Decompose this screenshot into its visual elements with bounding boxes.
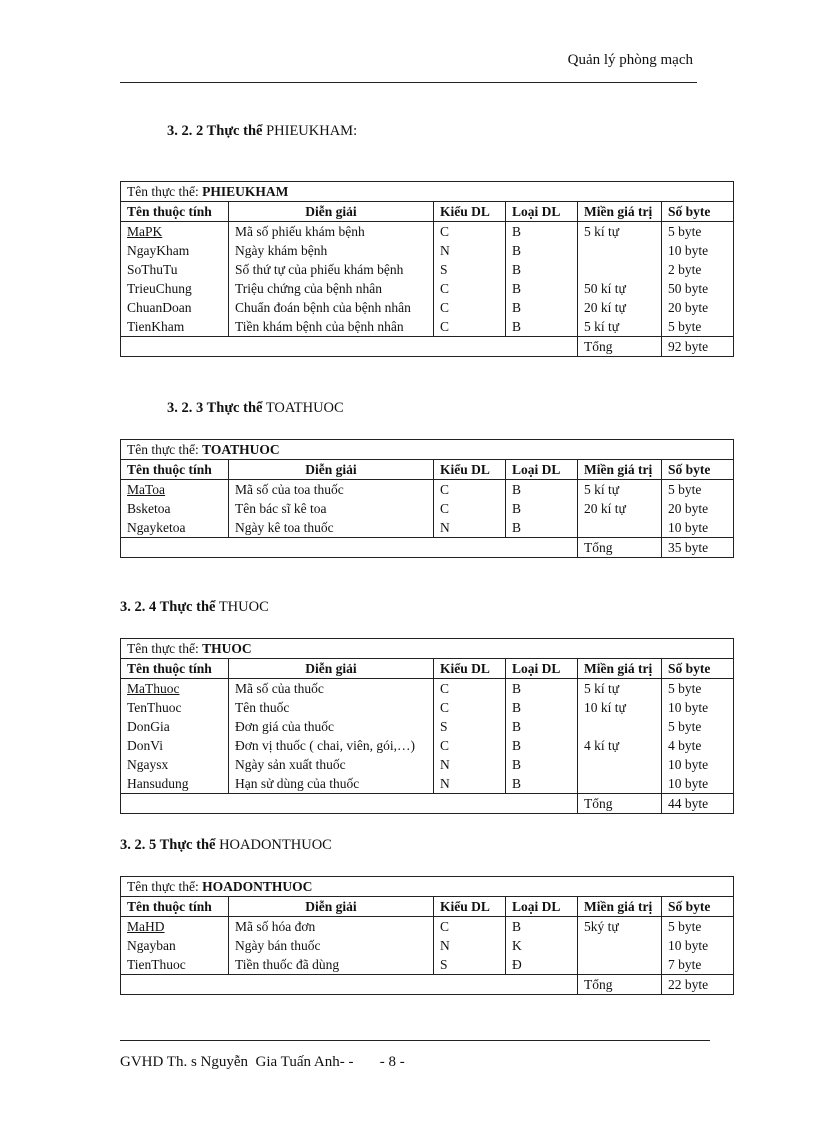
table-cell: Tên thuốc: [229, 698, 434, 717]
section-entity-name: THUOC: [218, 599, 269, 615]
table-cell: S: [434, 260, 506, 279]
table-cell: MaThuoc: [121, 679, 229, 699]
column-header: Miền giá trị: [578, 460, 662, 480]
table-cell: 7 byte: [662, 955, 734, 975]
table-cell: B: [506, 499, 578, 518]
table-cell: Triệu chứng của bệnh nhân: [229, 279, 434, 298]
table-cell: Bsketoa: [121, 499, 229, 518]
table-row: [121, 298, 734, 317]
table-cell: DonVi: [121, 736, 229, 755]
entity-name-cell: [121, 877, 734, 897]
table-row: [121, 717, 734, 736]
table-cell: B: [506, 260, 578, 279]
section-heading-phieukham: [167, 123, 357, 140]
table-row: [121, 736, 734, 755]
table-cell: C: [434, 698, 506, 717]
entity-table-phieukham: [120, 181, 734, 357]
table-cell: TenThuoc: [121, 698, 229, 717]
table-cell: B: [506, 518, 578, 538]
table-cell: 20 kí tự: [578, 298, 662, 317]
entity-name-label: Tên thực thể:: [127, 184, 199, 199]
column-header: Diễn giải: [229, 202, 434, 222]
total-label: Tổng: [578, 794, 662, 814]
total-blank-cell: [121, 538, 578, 558]
header-rule: [120, 82, 697, 83]
table-cell: B: [506, 917, 578, 937]
column-header: Kiểu DL: [434, 897, 506, 917]
table-cell: 5 byte: [662, 679, 734, 699]
table-cell: 5 byte: [662, 480, 734, 500]
table-cell: N: [434, 774, 506, 794]
table-cell: Ngayketoa: [121, 518, 229, 538]
table-cell: [578, 260, 662, 279]
table-cell: Mã số hóa đơn: [229, 917, 434, 937]
column-header: Diễn giải: [229, 460, 434, 480]
table-cell: Mã số của toa thuốc: [229, 480, 434, 500]
table-cell: C: [434, 298, 506, 317]
total-value: 92 byte: [662, 337, 734, 357]
total-label: Tổng: [578, 538, 662, 558]
table-cell: B: [506, 755, 578, 774]
table-cell: N: [434, 936, 506, 955]
table-cell: TienKham: [121, 317, 229, 337]
table-cell: N: [434, 518, 506, 538]
table-cell: B: [506, 679, 578, 699]
table-cell: B: [506, 222, 578, 242]
section-entity-name: PHIEUKHAM:: [266, 123, 358, 139]
column-header: Diễn giải: [229, 659, 434, 679]
table-cell: 20 byte: [662, 499, 734, 518]
table-cell: 10 byte: [662, 774, 734, 794]
table-row: [121, 755, 734, 774]
table-row: [121, 499, 734, 518]
table-row: [121, 698, 734, 717]
table-cell: [578, 518, 662, 538]
total-value: 35 byte: [662, 538, 734, 558]
table-cell: 10 byte: [662, 936, 734, 955]
section-heading-thuoc: [120, 599, 269, 616]
section-entity-name: TOATHUOC: [265, 400, 344, 416]
column-header: Kiểu DL: [434, 659, 506, 679]
entity-table-hoadonthuoc: [120, 876, 734, 995]
table-cell: Hansudung: [121, 774, 229, 794]
table-cell: K: [506, 936, 578, 955]
table-cell: Đơn giá của thuốc: [229, 717, 434, 736]
table-row: [121, 917, 734, 937]
table-cell: Mã số của thuốc: [229, 679, 434, 699]
table-cell: C: [434, 317, 506, 337]
table-cell: B: [506, 774, 578, 794]
table-cell: 5 kí tự: [578, 480, 662, 500]
column-header: Tên thuộc tính: [121, 659, 229, 679]
table-cell: [578, 241, 662, 260]
table-cell: 5 kí tự: [578, 222, 662, 242]
table-cell: S: [434, 717, 506, 736]
entity-name-cell: [121, 182, 734, 202]
table-cell: 5 kí tự: [578, 679, 662, 699]
table-cell: Ngayban: [121, 936, 229, 955]
column-header: Miền giá trị: [578, 897, 662, 917]
table-cell: C: [434, 279, 506, 298]
column-header: Kiểu DL: [434, 460, 506, 480]
column-header: Loại DL: [506, 202, 578, 222]
table-cell: NgayKham: [121, 241, 229, 260]
section-number: 3. 2. 2 Thực thể: [167, 123, 263, 139]
table-cell: TienThuoc: [121, 955, 229, 975]
table-row: [121, 936, 734, 955]
total-blank-cell: [121, 794, 578, 814]
column-header: Kiểu DL: [434, 202, 506, 222]
table-cell: MaPK: [121, 222, 229, 242]
table-row: [121, 955, 734, 975]
section-number: 3. 2. 5 Thực thể: [120, 837, 216, 853]
table-cell: 50 byte: [662, 279, 734, 298]
table-cell: B: [506, 241, 578, 260]
table-cell: 5 kí tự: [578, 317, 662, 337]
table-row: [121, 260, 734, 279]
table-cell: 10 byte: [662, 518, 734, 538]
table-cell: Đơn vị thuốc ( chai, viên, gói,…): [229, 736, 434, 755]
column-header: Số byte: [662, 460, 734, 480]
entity-name-value: TOATHUOC: [202, 442, 280, 457]
column-header: Loại DL: [506, 659, 578, 679]
table-row: [121, 279, 734, 298]
column-header: Diễn giải: [229, 897, 434, 917]
entity-name-label: Tên thực thể:: [127, 641, 199, 656]
table-cell: Tên bác sĩ kê toa: [229, 499, 434, 518]
table-cell: C: [434, 499, 506, 518]
table-cell: B: [506, 298, 578, 317]
table-cell: [578, 936, 662, 955]
table-cell: Tiền thuốc đã dùng: [229, 955, 434, 975]
entity-table-thuoc: [120, 638, 734, 814]
table-cell: Ngày kê toa thuốc: [229, 518, 434, 538]
table-cell: 10 byte: [662, 698, 734, 717]
footer-rule: [120, 1040, 710, 1041]
table-cell: ChuanDoan: [121, 298, 229, 317]
column-header: Miền giá trị: [578, 659, 662, 679]
column-header: Loại DL: [506, 897, 578, 917]
table-cell: [578, 955, 662, 975]
table-cell: 5ký tự: [578, 917, 662, 937]
table-cell: [578, 774, 662, 794]
table-cell: B: [506, 480, 578, 500]
table-cell: B: [506, 317, 578, 337]
total-label: Tổng: [578, 337, 662, 357]
table-cell: Chuẩn đoán bệnh của bệnh nhân: [229, 298, 434, 317]
table-cell: MaToa: [121, 480, 229, 500]
table-cell: Đ: [506, 955, 578, 975]
table-cell: Ngaysx: [121, 755, 229, 774]
table-cell: C: [434, 480, 506, 500]
table-cell: 5 byte: [662, 317, 734, 337]
table-cell: 10 byte: [662, 241, 734, 260]
column-header: Số byte: [662, 202, 734, 222]
table-cell: 5 byte: [662, 917, 734, 937]
table-cell: 20 kí tự: [578, 499, 662, 518]
entity-name-value: THUOC: [202, 641, 252, 656]
running-header-title: Quản lý phòng mạch: [567, 52, 693, 68]
total-blank-cell: [121, 337, 578, 357]
table-cell: 50 kí tự: [578, 279, 662, 298]
entity-name-label: Tên thực thể:: [127, 442, 199, 457]
table-row: [121, 774, 734, 794]
table-row: [121, 679, 734, 699]
table-cell: B: [506, 717, 578, 736]
table-cell: 4 byte: [662, 736, 734, 755]
column-header: Miền giá trị: [578, 202, 662, 222]
total-value: 44 byte: [662, 794, 734, 814]
table-cell: C: [434, 736, 506, 755]
entity-table-toathuoc: [120, 439, 734, 558]
column-header: Loại DL: [506, 460, 578, 480]
footer-text: GVHD Th. s Nguyễn Gia Tuấn Anh- - - 8 -: [120, 1054, 405, 1070]
table-cell: 2 byte: [662, 260, 734, 279]
table-cell: Tiền khám bệnh của bệnh nhân: [229, 317, 434, 337]
entity-name-cell: [121, 440, 734, 460]
column-header: Tên thuộc tính: [121, 897, 229, 917]
table-row: [121, 222, 734, 242]
table-cell: B: [506, 736, 578, 755]
table-row: [121, 518, 734, 538]
table-cell: N: [434, 755, 506, 774]
table-cell: TrieuChung: [121, 279, 229, 298]
table-cell: C: [434, 222, 506, 242]
table-cell: C: [434, 917, 506, 937]
table-cell: Ngày sản xuất thuốc: [229, 755, 434, 774]
section-heading-hoadonthuoc: [120, 837, 332, 854]
column-header: Số byte: [662, 659, 734, 679]
section-heading-toathuoc: [167, 400, 344, 417]
table-cell: Số thứ tự của phiếu khám bệnh: [229, 260, 434, 279]
table-cell: Ngày bán thuốc: [229, 936, 434, 955]
total-label: Tổng: [578, 975, 662, 995]
table-cell: DonGia: [121, 717, 229, 736]
entity-name-cell: [121, 639, 734, 659]
table-row: [121, 317, 734, 337]
table-cell: Mã số phiếu khám bệnh: [229, 222, 434, 242]
column-header: Tên thuộc tính: [121, 202, 229, 222]
table-cell: [578, 717, 662, 736]
table-cell: 10 byte: [662, 755, 734, 774]
column-header: Số byte: [662, 897, 734, 917]
section-number: 3. 2. 4 Thực thể: [120, 599, 216, 615]
table-cell: 4 kí tự: [578, 736, 662, 755]
section-number: 3. 2. 3 Thực thể: [167, 400, 263, 416]
entity-name-label: Tên thực thể:: [127, 879, 199, 894]
table-row: [121, 241, 734, 260]
table-cell: B: [506, 698, 578, 717]
table-cell: N: [434, 241, 506, 260]
table-cell: C: [434, 679, 506, 699]
table-cell: S: [434, 955, 506, 975]
table-cell: MaHD: [121, 917, 229, 937]
table-cell: 5 byte: [662, 717, 734, 736]
entity-name-value: HOADONTHUOC: [202, 879, 313, 894]
total-blank-cell: [121, 975, 578, 995]
table-cell: Ngày khám bệnh: [229, 241, 434, 260]
table-cell: 20 byte: [662, 298, 734, 317]
table-row: [121, 480, 734, 500]
column-header: Tên thuộc tính: [121, 460, 229, 480]
table-cell: 10 kí tự: [578, 698, 662, 717]
entity-name-value: PHIEUKHAM: [202, 184, 289, 199]
table-cell: B: [506, 279, 578, 298]
table-cell: 5 byte: [662, 222, 734, 242]
section-entity-name: HOADONTHUOC: [219, 837, 332, 853]
table-cell: Hạn sử dùng của thuốc: [229, 774, 434, 794]
total-value: 22 byte: [662, 975, 734, 995]
table-cell: [578, 755, 662, 774]
table-cell: SoThuTu: [121, 260, 229, 279]
